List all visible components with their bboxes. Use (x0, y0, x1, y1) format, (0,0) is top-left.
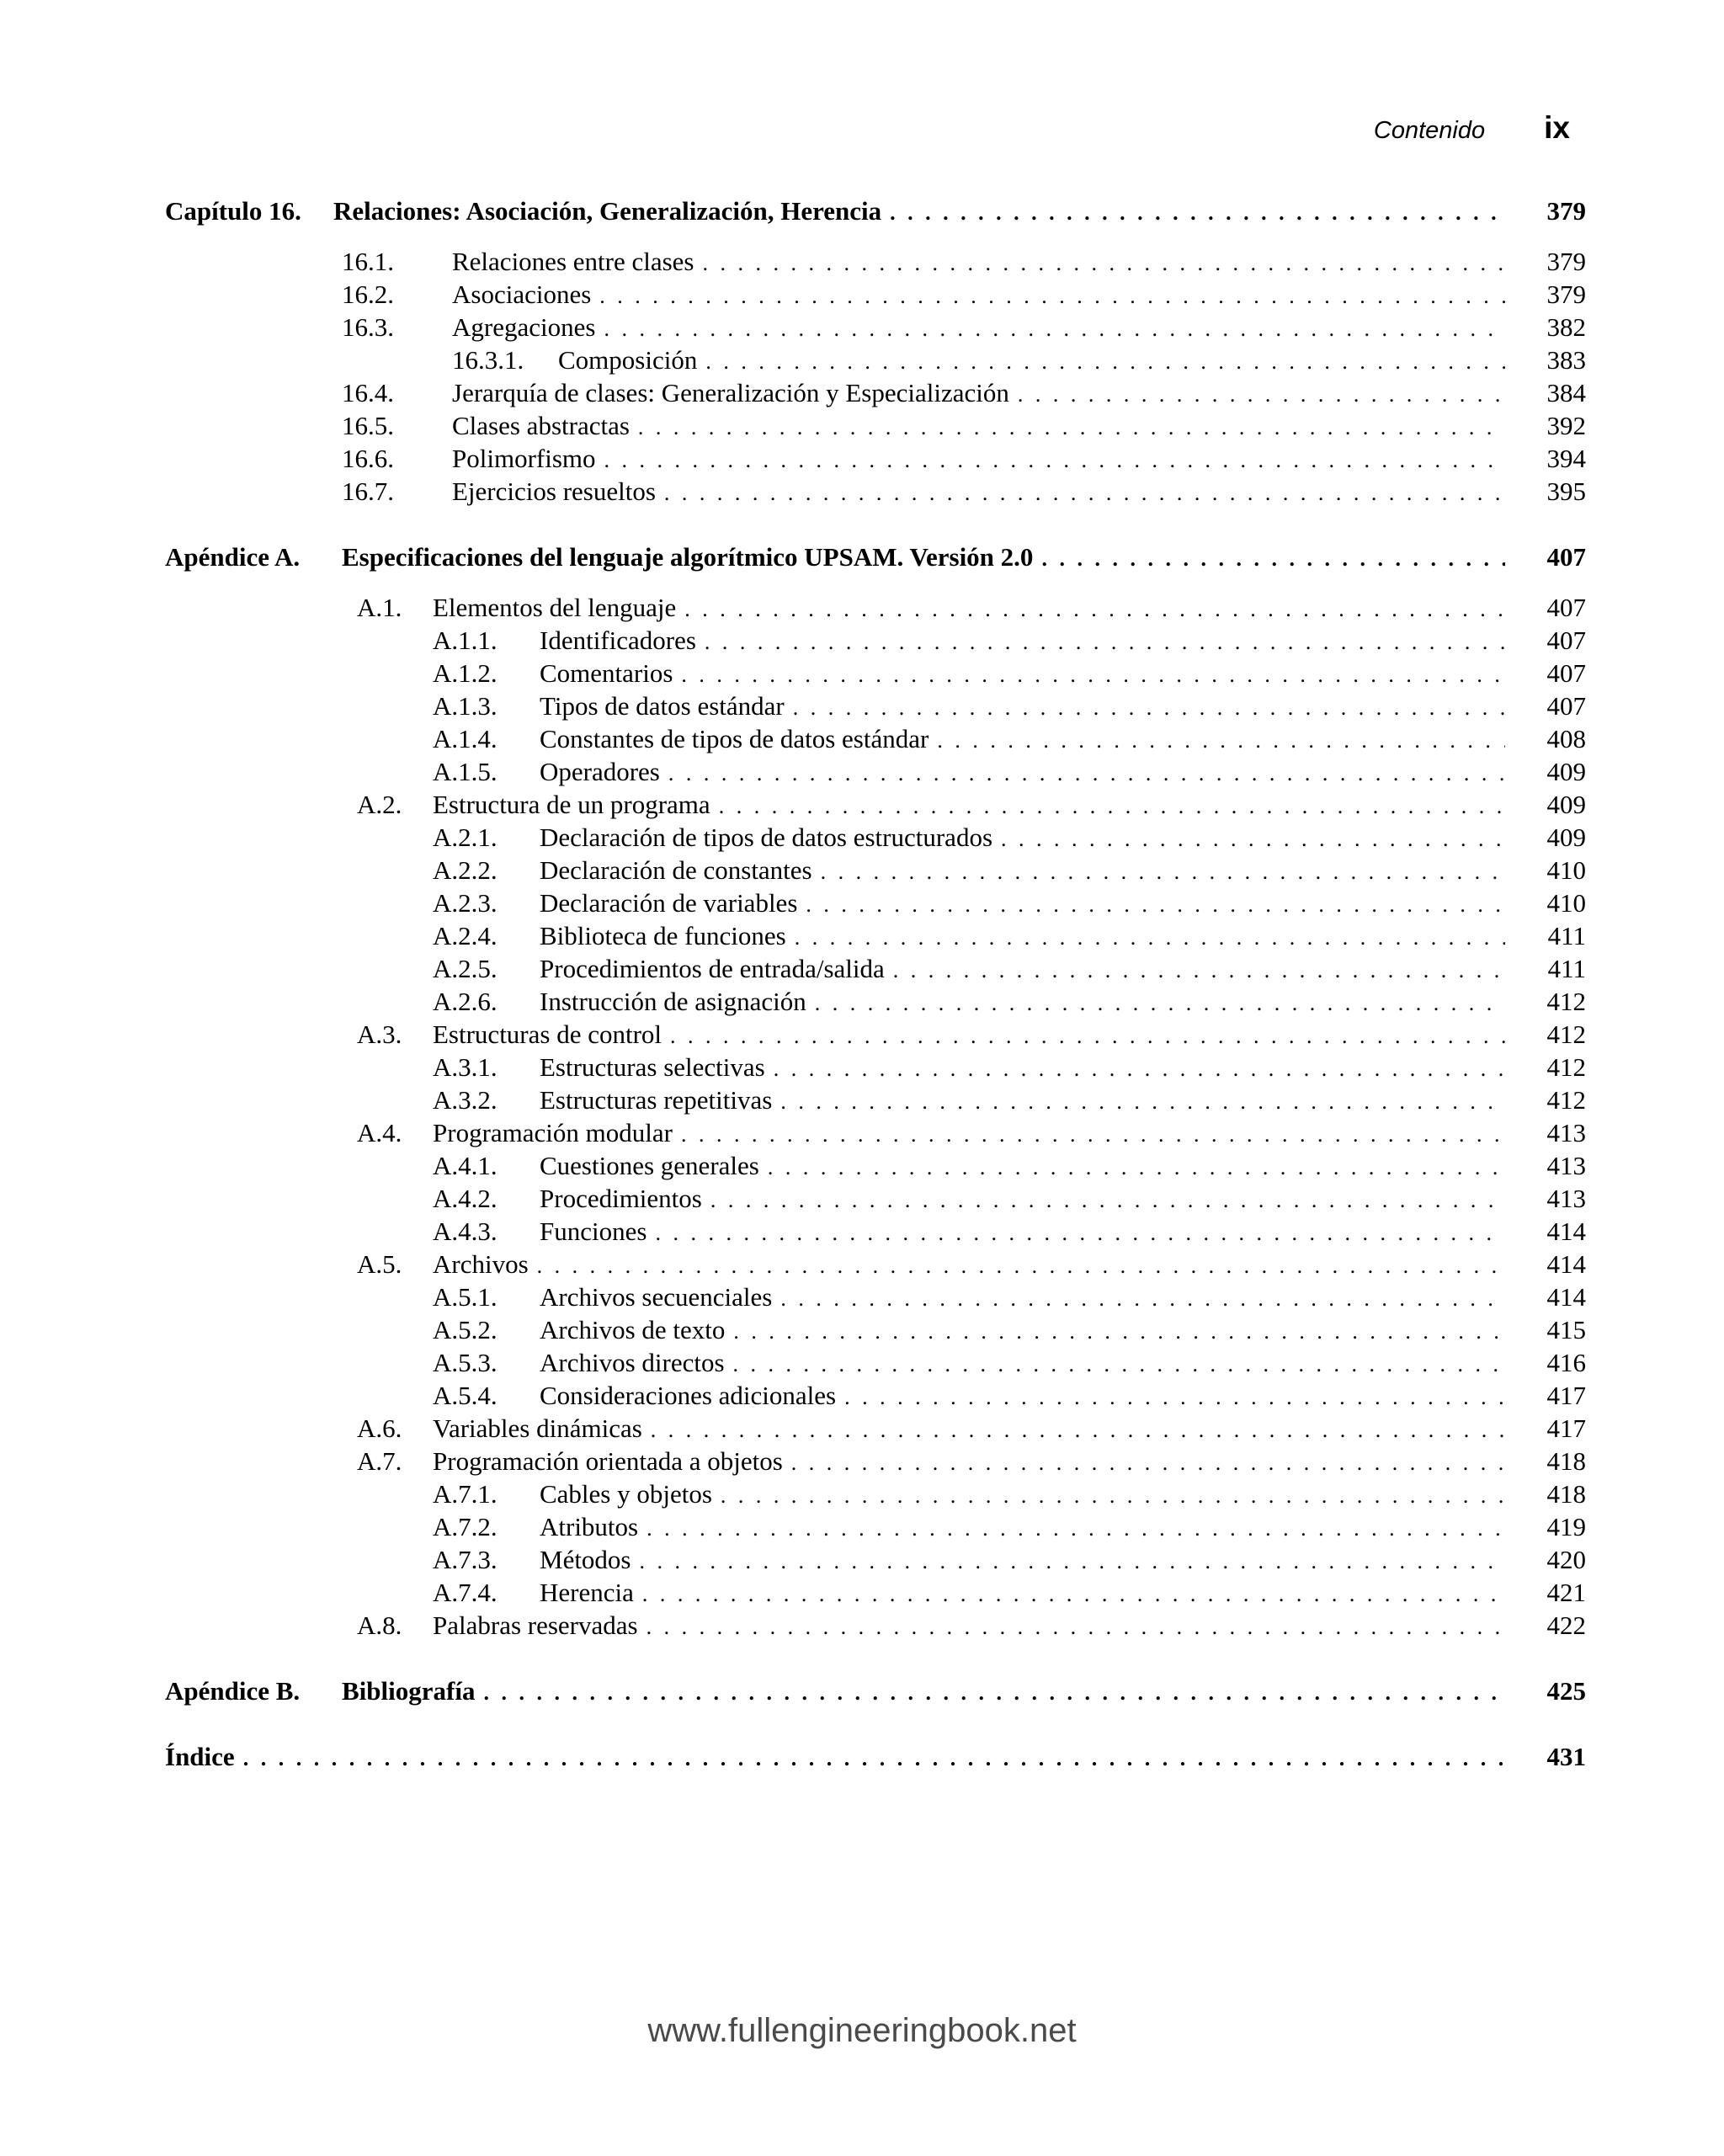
toc-entry[interactable] (357, 1610, 1586, 1642)
toc-entry-page: 416 (1546, 1348, 1586, 1377)
toc-entry[interactable] (357, 592, 1586, 624)
toc-entry-page: 414 (1546, 1249, 1586, 1279)
toc-entry-title: Declaración de variables (540, 888, 798, 918)
toc-entry-page: 418 (1546, 1446, 1586, 1476)
toc-entry-page: 379 (1546, 247, 1586, 276)
toc-entry-page: 407 (1546, 658, 1586, 688)
dot-leader (646, 1611, 1505, 1642)
toc-entry-page: 422 (1546, 1610, 1586, 1640)
toc-entry-page: 379 (1546, 196, 1586, 226)
toc-entry[interactable] (433, 1314, 1586, 1346)
dot-leader (780, 1086, 1505, 1116)
footer-website: www.fullengineeringbook.net (647, 2012, 1077, 2049)
toc-entry-page: 421 (1546, 1578, 1586, 1607)
toc-entry[interactable] (433, 1183, 1586, 1215)
toc-entry-number: A.2.3. (433, 888, 498, 918)
toc-entry-number: 16.4. (342, 378, 394, 407)
toc-entry[interactable] (433, 1478, 1586, 1510)
toc-entry-number: A.1. (357, 593, 402, 622)
toc-entry-number: 16.3.1. (452, 345, 524, 375)
toc-entry-page: 418 (1546, 1479, 1586, 1509)
dot-leader (768, 1152, 1505, 1182)
toc-entry[interactable] (342, 279, 1586, 311)
dot-leader (646, 1513, 1505, 1543)
dot-leader (793, 692, 1505, 722)
toc-entry-page: 409 (1546, 757, 1586, 786)
toc-entry-number: A.3.2. (433, 1085, 498, 1115)
toc-entry-number: A.6. (357, 1413, 402, 1443)
dot-leader (733, 1349, 1505, 1379)
dot-leader (705, 346, 1505, 376)
toc-entry-number: A.8. (357, 1610, 402, 1640)
toc-entry-title: Índice (165, 1742, 235, 1771)
dot-leader (681, 659, 1505, 689)
toc-entry-page: 425 (1546, 1676, 1586, 1706)
dot-leader (719, 791, 1505, 821)
toc-entry[interactable] (433, 953, 1586, 985)
dot-leader (670, 1020, 1505, 1051)
toc-entry-title: Clases abstractas (452, 411, 630, 440)
dot-leader (243, 1743, 1505, 1773)
toc-entry-page: 420 (1546, 1545, 1586, 1574)
toc-entry[interactable] (342, 311, 1586, 343)
dot-leader (821, 856, 1505, 886)
toc-entry-title: Bibliografía (342, 1676, 476, 1706)
toc-entry-page: 414 (1546, 1216, 1586, 1246)
toc-entry-page: 413 (1546, 1151, 1586, 1180)
dot-leader (774, 1053, 1505, 1083)
toc-entry[interactable] (433, 1084, 1586, 1116)
toc-entry-number: Apéndice B. (165, 1676, 301, 1706)
toc-entry-page: 410 (1546, 888, 1586, 918)
toc-entry-page: 431 (1546, 1742, 1586, 1771)
toc-entry[interactable] (433, 822, 1586, 854)
dot-leader (668, 758, 1505, 788)
toc-entry-title: Polimorfismo (452, 444, 596, 473)
toc-entry-number: A.1.3. (433, 691, 498, 721)
toc-entry-title: Instrucción de asignación (540, 987, 806, 1016)
toc-entry-number: A.2.4. (433, 921, 498, 950)
dot-leader (604, 313, 1505, 343)
toc-entry[interactable] (452, 344, 1586, 376)
dot-leader (1001, 823, 1505, 854)
toc-entry-title: Relaciones: Asociación, Generalización, Herencia (333, 196, 882, 226)
toc-entry-number: A.1.2. (433, 658, 498, 688)
toc-entry-title: Asociaciones (452, 279, 592, 309)
toc-entry-number: A.1.5. (433, 757, 498, 786)
toc-entry-title: Archivos (433, 1249, 529, 1279)
toc-entry-title: Identificadores (540, 626, 696, 655)
toc-entry-page: 412 (1546, 1085, 1586, 1115)
toc-entry-page: 411 (1547, 921, 1586, 950)
dot-leader (780, 1283, 1505, 1313)
toc-entry-number: Apéndice A. (165, 542, 301, 572)
toc-entry-number: A.7.2. (433, 1512, 498, 1541)
dot-leader (1018, 379, 1505, 409)
toc-entry-title: Programación orientada a objetos (433, 1446, 783, 1476)
toc-entry[interactable] (433, 1150, 1586, 1182)
toc-entry-title: Archivos secuenciales (540, 1282, 773, 1312)
toc-entry-title: Relaciones entre clases (452, 247, 694, 276)
toc-entry[interactable] (342, 476, 1586, 508)
toc-chapter-entry[interactable] (165, 1675, 1586, 1707)
toc-entry-number: A.3. (357, 1019, 402, 1049)
toc-entry[interactable] (433, 1281, 1586, 1313)
toc-entry-page: 419 (1546, 1512, 1586, 1541)
dot-leader (483, 1677, 1505, 1707)
dot-leader (937, 725, 1505, 755)
toc-entry-number: 16.7. (342, 476, 394, 506)
toc-entry[interactable] (433, 1380, 1586, 1412)
toc-entry-title: Especificaciones del lenguaje algorítmico UPSAM. Versión 2.0 (342, 542, 1034, 572)
toc-entry[interactable] (433, 657, 1586, 689)
toc-entry-number: 16.2. (342, 279, 394, 309)
toc-entry[interactable] (342, 410, 1586, 442)
dot-leader (806, 889, 1505, 919)
toc-entry-title: Atributos (540, 1512, 639, 1541)
toc-entry[interactable] (433, 690, 1586, 722)
toc-entry-title: Operadores (540, 757, 660, 786)
toc-entry[interactable] (357, 789, 1586, 821)
toc-entry[interactable] (357, 1445, 1586, 1477)
toc-entry[interactable] (433, 756, 1586, 788)
toc-entry-page: 411 (1547, 954, 1586, 983)
toc-entry-number: 16.1. (342, 247, 394, 276)
toc-chapter-entry[interactable] (165, 1741, 1586, 1773)
toc-entry-number: 16.5. (342, 411, 394, 440)
toc-entry-number: A.1.4. (433, 724, 498, 753)
toc-entry-page: 408 (1546, 724, 1586, 753)
toc-entry[interactable] (357, 1413, 1586, 1445)
toc-entry-page: 407 (1546, 593, 1586, 622)
dot-leader (640, 1546, 1506, 1576)
toc-entry[interactable] (342, 443, 1586, 475)
toc-entry-page: 384 (1546, 378, 1586, 407)
toc-entry-title: Cables y objetos (540, 1479, 712, 1509)
toc-entry-number: A.5.3. (433, 1348, 498, 1377)
toc-entry-page: 407 (1546, 542, 1586, 572)
toc-entry[interactable] (433, 986, 1586, 1018)
toc-entry-title: Jerarquía de clases: Generalización y Especialización (452, 378, 1009, 407)
toc-entry[interactable] (433, 1051, 1586, 1083)
toc-entry-number: A.5.1. (433, 1282, 498, 1312)
toc-entry[interactable] (342, 377, 1586, 409)
toc-entry-number: A.3.1. (433, 1052, 498, 1082)
toc-entry-title: Declaración de constantes (540, 855, 812, 885)
dot-leader (537, 1250, 1505, 1280)
toc-entry-page: 417 (1546, 1413, 1586, 1443)
dot-leader (599, 280, 1505, 311)
toc-entry-page: 412 (1546, 1052, 1586, 1082)
toc-entry-title: Procedimientos (540, 1184, 702, 1213)
toc-entry-number: A.2.6. (433, 987, 498, 1016)
toc-entry-number: A.4.2. (433, 1184, 498, 1213)
toc-entry-page: 413 (1546, 1118, 1586, 1147)
toc-entry-number: A.7.4. (433, 1578, 498, 1607)
dot-leader (702, 248, 1505, 278)
dot-leader (1041, 543, 1505, 573)
toc-entry-title: Consideraciones adicionales (540, 1381, 837, 1410)
toc-entry-number: A.7. (357, 1446, 402, 1476)
dot-leader (733, 1316, 1505, 1346)
toc-entry-title: Variables dinámicas (433, 1413, 642, 1443)
toc-entry-title: Comentarios (540, 658, 673, 688)
toc-entry-number: A.2.2. (433, 855, 498, 885)
dot-leader (642, 1578, 1505, 1609)
toc-entry[interactable] (433, 920, 1586, 952)
toc-entry[interactable] (433, 854, 1586, 886)
toc-entry-number: A.5.4. (433, 1381, 498, 1410)
toc-entry-title: Tipos de datos estándar (540, 691, 785, 721)
toc-entry[interactable] (433, 723, 1586, 755)
dot-leader (815, 988, 1505, 1018)
dot-leader (684, 594, 1505, 624)
toc-entry-title: Estructuras repetitivas (540, 1085, 773, 1115)
dot-leader (655, 1217, 1505, 1248)
toc-entry-page: 407 (1546, 626, 1586, 655)
toc-entry-title: Biblioteca de funciones (540, 921, 786, 950)
dot-leader (893, 955, 1505, 985)
dot-leader (890, 197, 1505, 227)
toc-entry-title: Archivos directos (540, 1348, 725, 1377)
toc-entry-title: Constantes de tipos de datos estándar (540, 724, 929, 753)
dot-leader (844, 1381, 1505, 1412)
dot-leader (651, 1414, 1505, 1445)
toc-entry-number: Capítulo 16. (165, 196, 301, 226)
toc-entry-title: Composición (558, 345, 698, 375)
toc-entry-page: 413 (1546, 1184, 1586, 1213)
dot-leader (664, 477, 1505, 508)
toc-entry-title: Estructuras de control (433, 1019, 662, 1049)
toc-entry-title: Programación modular (433, 1118, 673, 1147)
toc-entry-page: 417 (1546, 1381, 1586, 1410)
toc-entry-number: A.4. (357, 1118, 402, 1147)
toc-entry-title: Palabras reservadas (433, 1610, 638, 1640)
toc-entry-number: A.4.3. (433, 1216, 498, 1246)
toc-entry-title: Estructuras selectivas (540, 1052, 765, 1082)
toc-entry[interactable] (433, 887, 1586, 919)
toc-entry-title: Elementos del lenguaje (433, 593, 677, 622)
dot-leader (681, 1119, 1505, 1149)
dot-leader (638, 412, 1505, 442)
toc-entry-page: 383 (1546, 345, 1586, 375)
toc-entry[interactable] (357, 1019, 1586, 1051)
page-number: ix (1544, 110, 1570, 145)
toc-entry[interactable] (357, 1117, 1586, 1149)
toc-entry[interactable] (433, 1511, 1586, 1543)
dot-leader (705, 626, 1505, 657)
toc-entry-page: 395 (1546, 476, 1586, 506)
toc-entry-number: A.7.1. (433, 1479, 498, 1509)
toc-entry-title: Cuestiones generales (540, 1151, 759, 1180)
toc-entry[interactable] (433, 625, 1586, 657)
toc-entry-title: Funciones (540, 1216, 647, 1246)
toc-entry-number: A.1.1. (433, 626, 498, 655)
toc-entry-page: 414 (1546, 1282, 1586, 1312)
toc-entry-page: 394 (1546, 444, 1586, 473)
toc-entry-page: 407 (1546, 691, 1586, 721)
toc-entry[interactable] (357, 1248, 1586, 1280)
toc-entry-number: A.5. (357, 1249, 402, 1279)
toc-entry-number: A.2. (357, 790, 402, 819)
toc-entry[interactable] (433, 1216, 1586, 1248)
toc-entry-title: Procedimientos de entrada/salida (540, 954, 885, 983)
toc-entry[interactable] (433, 1577, 1586, 1609)
toc-chapter-entry[interactable] (165, 195, 1586, 227)
toc-entry-page: 382 (1546, 312, 1586, 342)
dot-leader (791, 1447, 1505, 1477)
toc-entry-number: A.7.3. (433, 1545, 498, 1574)
toc-entry-title: Estructura de un programa (433, 790, 710, 819)
toc-entry-title: Agregaciones (452, 312, 596, 342)
toc-entry-page: 409 (1546, 822, 1586, 852)
toc-entry-page: 412 (1546, 1019, 1586, 1049)
toc-entry-page: 379 (1546, 279, 1586, 309)
toc-entry-number: 16.3. (342, 312, 394, 342)
toc-entry[interactable] (433, 1544, 1586, 1576)
toc-entry-page: 392 (1546, 411, 1586, 440)
toc-entry-page: 412 (1546, 987, 1586, 1016)
toc-entry-number: A.2.1. (433, 822, 498, 852)
toc-entry-title: Archivos de texto (540, 1315, 726, 1344)
running-head-label: Contenido (1373, 117, 1486, 144)
toc-entry-title: Ejercicios resueltos (452, 476, 656, 506)
dot-leader (710, 1184, 1505, 1215)
dot-leader (795, 922, 1505, 952)
toc-entry-number: A.4.1. (433, 1151, 498, 1180)
toc-entry-number: A.2.5. (433, 954, 498, 983)
toc-entry-title: Declaración de tipos de datos estructurados (540, 822, 993, 852)
toc-entry[interactable] (433, 1347, 1586, 1379)
toc-entry-page: 410 (1546, 855, 1586, 885)
toc-entry-number: 16.6. (342, 444, 394, 473)
toc-entry-number: A.5.2. (433, 1315, 498, 1344)
dot-leader (604, 445, 1505, 475)
toc-entry-title: Herencia (540, 1578, 634, 1607)
toc-entry[interactable] (342, 246, 1586, 278)
dot-leader (721, 1480, 1505, 1510)
toc-entry-title: Métodos (540, 1545, 631, 1574)
toc-entry-page: 409 (1546, 790, 1586, 819)
toc-entry-page: 415 (1546, 1315, 1586, 1344)
toc-chapter-entry[interactable] (165, 541, 1586, 573)
